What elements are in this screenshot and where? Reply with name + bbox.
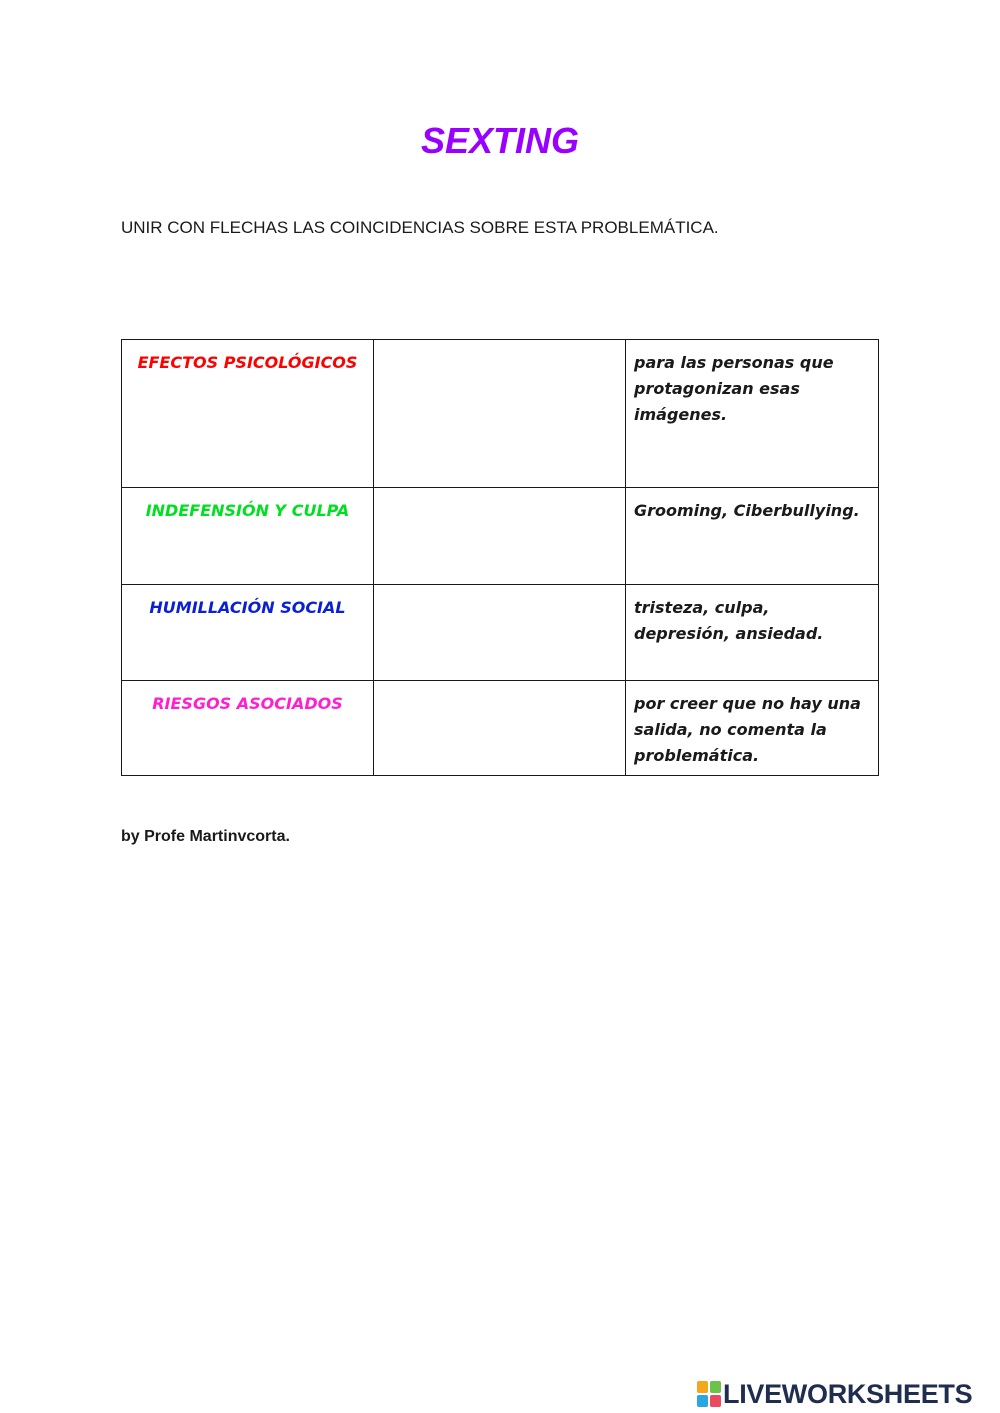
liveworksheets-logo[interactable]	[697, 1378, 972, 1410]
concept-cell: EFECTOS PSICOLÓGICOS	[122, 340, 374, 488]
instructions: UNIR CON FLECHAS LAS COINCIDENCIAS SOBRE ESTA PROBLEMÁTICA.	[121, 218, 719, 237]
matching-table	[121, 339, 879, 776]
arrow-area-cell[interactable]	[374, 488, 626, 585]
description-cell: para las personas que protagonizan esas imágenes.	[626, 340, 879, 488]
logo-text: LIVEWORKSHEETS	[723, 1378, 973, 1409]
table-row	[122, 340, 879, 488]
arrow-area-cell[interactable]	[374, 585, 626, 681]
arrow-area-cell[interactable]	[374, 681, 626, 776]
concept-cell: HUMILLACIÓN SOCIAL	[122, 585, 374, 681]
description-cell: Grooming, Ciberbullying.	[626, 488, 879, 585]
concept-cell: INDEFENSIÓN Y CULPA	[122, 488, 374, 585]
arrow-area-cell[interactable]	[374, 340, 626, 488]
concept-cell: RIESGOS ASOCIADOS	[122, 681, 374, 776]
author-credit: by Profe Martinvcorta.	[121, 828, 290, 845]
table-row	[122, 681, 879, 776]
table-row	[122, 585, 879, 681]
table-row	[122, 488, 879, 585]
page-title: SEXTING	[420, 120, 580, 161]
logo-mark-icon	[697, 1381, 721, 1407]
description-cell: tristeza, culpa, depresión, ansiedad.	[626, 585, 879, 681]
description-cell: por creer que no hay una salida, no comenta la problemática.	[626, 681, 879, 776]
